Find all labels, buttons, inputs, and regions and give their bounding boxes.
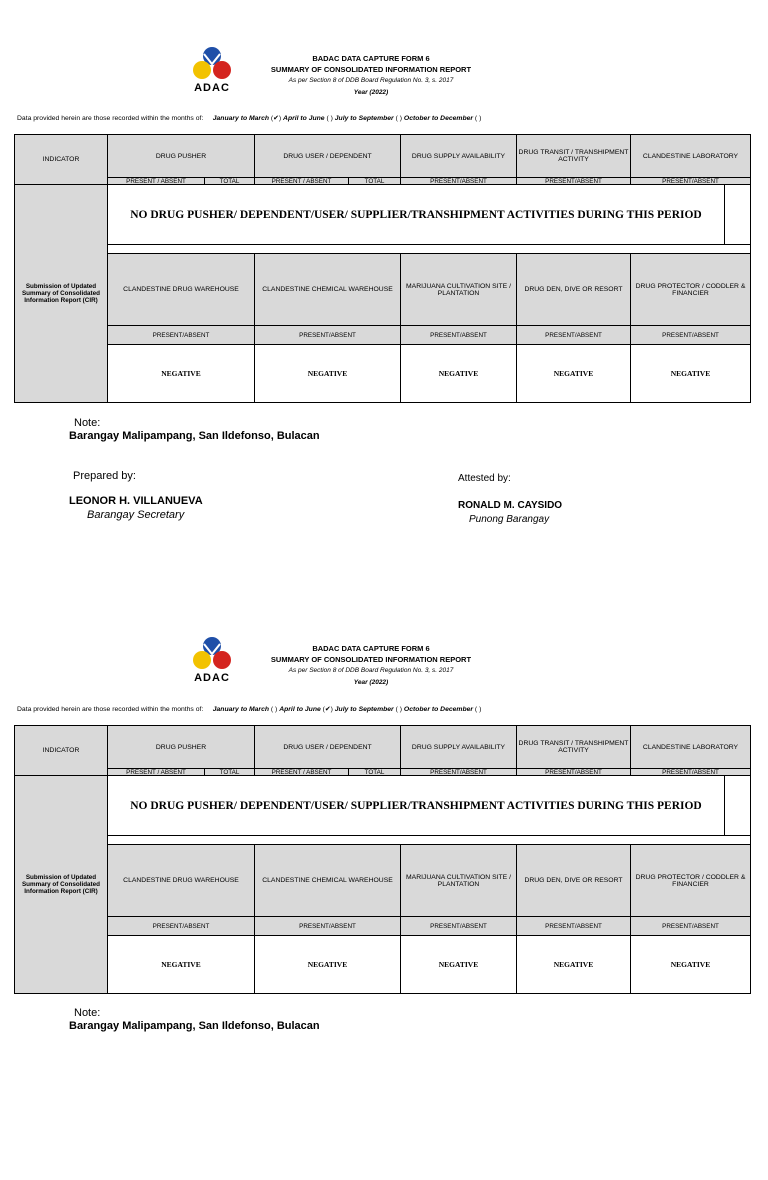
sub-pusher-present-absent: PRESENT / ABSENT xyxy=(108,768,205,776)
value-cell: NEGATIVE xyxy=(670,960,711,969)
period-q3: July to September xyxy=(334,115,394,122)
attested-by-label: Attested by: xyxy=(458,473,511,484)
mid-sub-present-absent: PRESENT/ABSENT xyxy=(517,916,631,936)
header-drug-pusher: DRUG PUSHER xyxy=(108,135,255,177)
header-drug-transit: DRUG TRANSIT / TRANSHIPMENT ACTIVITY xyxy=(517,726,631,768)
sub-transit-present-absent: PRESENT/ABSENT xyxy=(517,177,631,185)
header-drug-user: DRUG USER / DEPENDENT xyxy=(255,135,401,177)
sub-pusher-total: TOTAL xyxy=(205,768,255,776)
mid-sub-present-absent: PRESENT/ABSENT xyxy=(631,325,750,345)
banner-side-cell xyxy=(725,185,750,245)
header-clandestine-lab: CLANDESTINE LABORATORY xyxy=(631,726,750,768)
period-line: Data provided herein are those recorded within the months of: January to March (✔) April to June ( ) July to September ( ) October to December ( ) xyxy=(17,115,482,122)
period-q4: October to December xyxy=(403,115,474,122)
header-drug-protector: DRUG PROTECTOR / CODDLER & FINANCIER xyxy=(631,253,750,325)
logo-text: ADAC xyxy=(194,672,230,684)
cir-table xyxy=(14,725,751,994)
mid-sub-present-absent: PRESENT/ABSENT xyxy=(108,916,255,936)
indicator-header: INDICATOR xyxy=(15,135,108,185)
period-q1-check: ✔ xyxy=(273,115,279,122)
value-cell: NEGATIVE xyxy=(255,936,401,993)
indicator-header: INDICATOR xyxy=(15,726,108,776)
sub-supply-present-absent: PRESENT/ABSENT xyxy=(401,768,517,776)
no-activity-banner: NO DRUG PUSHER/ DEPENDENT/USER/ SUPPLIER/TRANSHIPMENT ACTIVITIES DURING THIS PERIOD xyxy=(108,776,725,836)
attested-by-name: RONALD M. CAYSIDO xyxy=(458,500,563,511)
form-title: BADAC DATA CAPTURE FORM 6 xyxy=(312,54,430,63)
regulation-text: As per Section 8 of DDB Board Regulation No. 3, s. 2017 xyxy=(288,667,454,674)
period-line: Data provided herein are those recorded within the months of: January to March ( ) April to June (✔) July to September ( ) October to December ( ) xyxy=(17,706,482,713)
prepared-by-name: LEONOR H. VILLANUEVA xyxy=(69,495,203,507)
attested-by-role: Punong Barangay xyxy=(469,514,550,525)
mid-sub-present-absent: PRESENT/ABSENT xyxy=(631,916,750,936)
sub-user-total: TOTAL xyxy=(349,177,401,185)
value-cell: NEGATIVE xyxy=(517,936,631,993)
note-label: Note: xyxy=(74,417,101,429)
cir-table xyxy=(14,134,751,403)
period-q1: January to March xyxy=(212,115,270,122)
period-q2: April to June xyxy=(279,706,321,713)
header-drug-supply: DRUG SUPPLY AVAILABILITY xyxy=(401,135,517,177)
form-page-2 xyxy=(0,590,768,1180)
sub-lab-present-absent: PRESENT/ABSENT xyxy=(631,768,750,776)
header-marijuana-site: MARIJUANA CULTIVATION SITE / PLANTATION xyxy=(401,844,517,916)
value-cell: NEGATIVE xyxy=(401,936,517,993)
header-drug-pusher: DRUG PUSHER xyxy=(108,726,255,768)
prepared-by-label: Prepared by: xyxy=(73,470,136,482)
period-q1: January to March xyxy=(212,706,270,713)
note-label: Note: xyxy=(74,1007,101,1019)
value-cell: NEGATIVE xyxy=(670,369,711,378)
form-subtitle: SUMMARY OF CONSOLIDATED INFORMATION REPORT xyxy=(270,65,472,74)
period-prefix: Data provided herein are those recorded within the months of: xyxy=(17,706,204,713)
header-drug-warehouse: CLANDESTINE DRUG WAREHOUSE xyxy=(108,253,255,325)
header-drug-den: DRUG DEN, DIVE OR RESORT xyxy=(517,844,631,916)
mid-sub-present-absent: PRESENT/ABSENT xyxy=(255,916,401,936)
year-text: Year (2022) xyxy=(353,89,389,96)
sub-user-present-absent: PRESENT / ABSENT xyxy=(255,768,349,776)
mid-sub-present-absent: PRESENT/ABSENT xyxy=(255,325,401,345)
sub-lab-present-absent: PRESENT/ABSENT xyxy=(631,177,750,185)
sub-user-total: TOTAL xyxy=(349,768,401,776)
header-chemical-warehouse: CLANDESTINE CHEMICAL WAREHOUSE xyxy=(255,844,401,916)
period-prefix: Data provided herein are those recorded within the months of: xyxy=(17,115,204,122)
form-subtitle: SUMMARY OF CONSOLIDATED INFORMATION REPORT xyxy=(270,655,472,664)
period-q2-check: ✔ xyxy=(324,706,331,713)
period-q2: April to June xyxy=(283,115,325,122)
mid-sub-present-absent: PRESENT/ABSENT xyxy=(108,325,255,345)
form-title: BADAC DATA CAPTURE FORM 6 xyxy=(312,644,430,653)
header-chemical-warehouse: CLANDESTINE CHEMICAL WAREHOUSE xyxy=(255,253,401,325)
row-label: Submission of Updated Summary of Consolidated Information Report (CIR) xyxy=(15,776,108,993)
mid-sub-present-absent: PRESENT/ABSENT xyxy=(401,325,517,345)
mid-sub-present-absent: PRESENT/ABSENT xyxy=(517,325,631,345)
period-q3: July to September xyxy=(334,706,394,713)
sub-supply-present-absent: PRESENT/ABSENT xyxy=(401,177,517,185)
location-text: Barangay Malipampang, San Ildefonso, Bulacan xyxy=(69,1020,320,1032)
header-drug-den: DRUG DEN, DIVE OR RESORT xyxy=(517,253,631,325)
header-drug-supply: DRUG SUPPLY AVAILABILITY xyxy=(401,726,517,768)
logo-text: ADAC xyxy=(194,82,230,94)
row-label: Submission of Updated Summary of Consolidated Information Report (CIR) xyxy=(15,185,108,402)
value-cell: NEGATIVE xyxy=(255,345,401,402)
header-drug-user: DRUG USER / DEPENDENT xyxy=(255,726,401,768)
value-cell: NEGATIVE xyxy=(401,345,517,402)
value-cell: NEGATIVE xyxy=(108,345,255,402)
sub-pusher-total: TOTAL xyxy=(205,177,255,185)
header-marijuana-site: MARIJUANA CULTIVATION SITE / PLANTATION xyxy=(401,253,517,325)
banner-side-cell xyxy=(725,776,750,836)
no-activity-banner: NO DRUG PUSHER/ DEPENDENT/USER/ SUPPLIER/TRANSHIPMENT ACTIVITIES DURING THIS PERIOD xyxy=(108,185,725,245)
value-cell: NEGATIVE xyxy=(517,345,631,402)
header-drug-warehouse: CLANDESTINE DRUG WAREHOUSE xyxy=(108,844,255,916)
mid-sub-present-absent: PRESENT/ABSENT xyxy=(401,916,517,936)
header-drug-protector: DRUG PROTECTOR / CODDLER & FINANCIER xyxy=(631,844,750,916)
period-q4: October to December xyxy=(403,706,474,713)
prepared-by-role: Barangay Secretary xyxy=(87,509,185,521)
sub-user-present-absent: PRESENT / ABSENT xyxy=(255,177,349,185)
regulation-text: As per Section 8 of DDB Board Regulation No. 3, s. 2017 xyxy=(288,77,454,84)
sub-pusher-present-absent: PRESENT / ABSENT xyxy=(108,177,205,185)
sub-transit-present-absent: PRESENT/ABSENT xyxy=(517,768,631,776)
value-cell: NEGATIVE xyxy=(108,936,255,993)
header-clandestine-lab: CLANDESTINE LABORATORY xyxy=(631,135,750,177)
header-drug-transit: DRUG TRANSIT / TRANSHIPMENT ACTIVITY xyxy=(517,135,631,177)
year-text: Year (2022) xyxy=(353,679,389,686)
location-text: Barangay Malipampang, San Ildefonso, Bulacan xyxy=(69,430,320,442)
